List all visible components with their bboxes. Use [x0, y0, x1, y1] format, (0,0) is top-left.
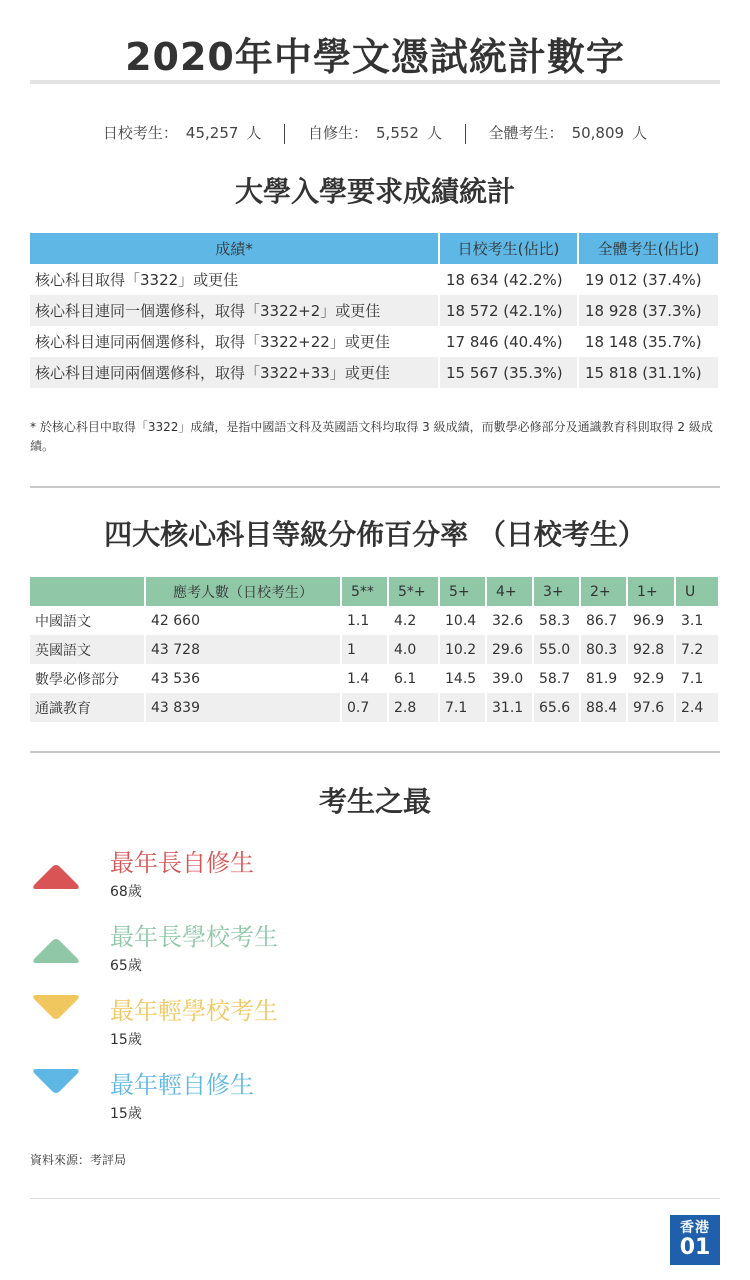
candidate-label: 最年長學校考生	[110, 923, 278, 951]
header-cell: 3+	[534, 577, 581, 606]
grade-cell: 88.4	[581, 693, 628, 722]
data-source: 資料來源：考評局	[30, 1153, 127, 1167]
grade-cell: 32.6	[487, 606, 534, 635]
header-cell: 成績*	[30, 233, 440, 264]
header-cell: 應考人數（日校考生）	[146, 577, 342, 606]
summary-separator	[284, 124, 285, 144]
candidate-age: 15歲	[110, 1032, 142, 1048]
table-row	[30, 264, 718, 295]
grade-cell: 29.6	[487, 635, 534, 664]
grade-cell: 97.6	[628, 693, 676, 722]
all-candidates-cell: 18 928 (37.3%)	[579, 295, 718, 326]
grade-cell: 55.0	[534, 635, 581, 664]
subject-cell: 中國語文	[30, 606, 146, 635]
day-school-cell: 18 572 (42.1%)	[440, 295, 579, 326]
table-row	[30, 326, 718, 357]
candidate-label: 最年輕自修生	[110, 1071, 254, 1099]
grade-cell: 0.7	[342, 693, 389, 722]
candidate-age: 15歲	[110, 1106, 142, 1122]
candidate-summary	[0, 122, 750, 144]
triangle-down-icon	[30, 995, 82, 1025]
section-divider	[30, 751, 720, 753]
grade-cell: 2.8	[389, 693, 440, 722]
triangle-down-icon	[30, 1069, 82, 1099]
logo-text-top: 香港	[680, 1220, 710, 1236]
grade-cell: 92.8	[628, 635, 676, 664]
day-school-count: 45,257	[185, 124, 239, 142]
all-label: 全體考生：	[488, 124, 564, 142]
header-cell: 日校考生(佔比)	[440, 233, 579, 264]
header-cell	[30, 577, 146, 606]
count-cell: 43 728	[146, 635, 342, 664]
table-row	[30, 664, 718, 693]
grade-cell: 2.4	[676, 693, 718, 722]
footer-divider	[30, 1198, 720, 1199]
header-cell: 5+	[440, 577, 487, 606]
grade-cell: 86.7	[581, 606, 628, 635]
section-divider	[30, 486, 720, 488]
hk01-logo	[670, 1215, 720, 1265]
grade-cell: 3.1	[681, 612, 704, 629]
all-candidates-cell: 19 012 (37.4%)	[585, 270, 702, 289]
table-header-row	[30, 233, 718, 264]
table-header-row	[30, 577, 718, 606]
grade-cell: 7.2	[676, 635, 718, 664]
candidate-age: 68歲	[110, 884, 142, 900]
title-divider	[30, 80, 720, 84]
table-row	[30, 357, 718, 388]
requirement-cell: 核心科目連同兩個選修科，取得「3322+22」或更佳	[30, 326, 440, 357]
subject-cell: 通識教育	[30, 693, 146, 722]
grade-cell: 1.1	[342, 606, 389, 635]
grade-cell: 39.0	[487, 664, 534, 693]
grade-cell: 1	[342, 635, 389, 664]
grade-cell: 10.4	[440, 606, 487, 635]
grade-cell: 7.1	[681, 670, 704, 687]
grade-cell: 80.3	[581, 635, 628, 664]
all-candidates-cell: 18 148 (35.7%)	[585, 332, 702, 351]
day-school-cell: 17 846 (40.4%)	[440, 326, 579, 357]
private-label: 自修生：	[308, 124, 369, 142]
logo-text-bottom: 01	[679, 1235, 711, 1260]
grade-cell: 58.7	[534, 664, 581, 693]
requirement-cell: 核心科目連同兩個選修科，取得「3322+33」或更佳	[30, 357, 440, 388]
header-cell: 4+	[487, 577, 534, 606]
count-cell: 43 839	[146, 693, 342, 722]
grade-distribution-table	[30, 577, 718, 722]
section-title-top-candidates: 考生之最	[318, 785, 431, 818]
all-candidates-cell: 15 818 (31.1%)	[579, 357, 718, 388]
header-cell: 2+	[581, 577, 628, 606]
table-row	[30, 693, 718, 722]
section-title-grade-distribution: 四大核心科目等級分佈百分率 （日校考生）	[104, 518, 646, 551]
subject-cell: 數學必修部分	[30, 664, 146, 693]
youngest-private-candidate	[30, 1065, 630, 1125]
grade-cell: 6.1	[389, 664, 440, 693]
header-cell: U	[676, 577, 718, 606]
unit-label: 人	[632, 124, 648, 142]
requirement-cell: 核心科目連同一個選修科，取得「3322+2」或更佳	[30, 295, 440, 326]
university-requirements-table	[30, 233, 718, 388]
oldest-private-candidate	[30, 843, 630, 903]
requirement-cell: 核心科目取得「3322」或更佳	[30, 264, 440, 295]
header-cell: 5*+	[389, 577, 440, 606]
grade-cell: 96.9	[628, 606, 676, 635]
grade-cell: 81.9	[581, 664, 628, 693]
summary-separator	[465, 124, 466, 144]
header-cell: 1+	[628, 577, 676, 606]
grade-cell: 4.2	[389, 606, 440, 635]
table-row	[30, 295, 718, 326]
candidate-label: 最年長自修生	[110, 849, 254, 877]
day-school-label: 日校考生：	[102, 124, 178, 142]
all-count: 50,809	[571, 124, 625, 142]
table-row	[30, 606, 718, 635]
day-school-cell: 18 634 (42.2%)	[440, 264, 579, 295]
unit-label: 人	[246, 124, 262, 142]
table-row	[30, 635, 718, 664]
footnote: * 於核心科目中取得「3322」成績，是指中國語文科及英國語文科均取得 3 級成績，而數學必修部分及通識教育科則取得 2 級成績。	[30, 420, 713, 453]
grade-cell: 10.2	[440, 635, 487, 664]
candidate-label: 最年輕學校考生	[110, 997, 278, 1025]
triangle-up-icon	[30, 859, 82, 889]
grade-cell: 4.0	[389, 635, 440, 664]
candidate-age: 65歲	[110, 958, 142, 974]
grade-cell: 14.5	[440, 664, 487, 693]
private-count: 5,552	[376, 124, 419, 142]
grade-cell: 65.6	[534, 693, 581, 722]
subject-cell: 英國語文	[30, 635, 146, 664]
day-school-cell: 15 567 (35.3%)	[440, 357, 579, 388]
page-title: 2020年中學文憑試統計數字	[125, 35, 625, 79]
header-cell: 全體考生(佔比)	[579, 233, 718, 264]
grade-cell: 1.4	[342, 664, 389, 693]
grade-cell: 58.3	[534, 606, 581, 635]
count-cell: 43 536	[146, 664, 342, 693]
youngest-school-candidate	[30, 991, 630, 1051]
unit-label: 人	[426, 124, 442, 142]
header-cell: 5**	[342, 577, 389, 606]
grade-cell: 7.1	[440, 693, 487, 722]
triangle-up-icon	[30, 933, 82, 963]
section-title-university-requirements: 大學入學要求成績統計	[234, 175, 515, 208]
grade-cell: 92.9	[628, 664, 676, 693]
grade-cell: 31.1	[487, 693, 534, 722]
count-cell: 42 660	[146, 606, 342, 635]
oldest-school-candidate	[30, 917, 630, 977]
